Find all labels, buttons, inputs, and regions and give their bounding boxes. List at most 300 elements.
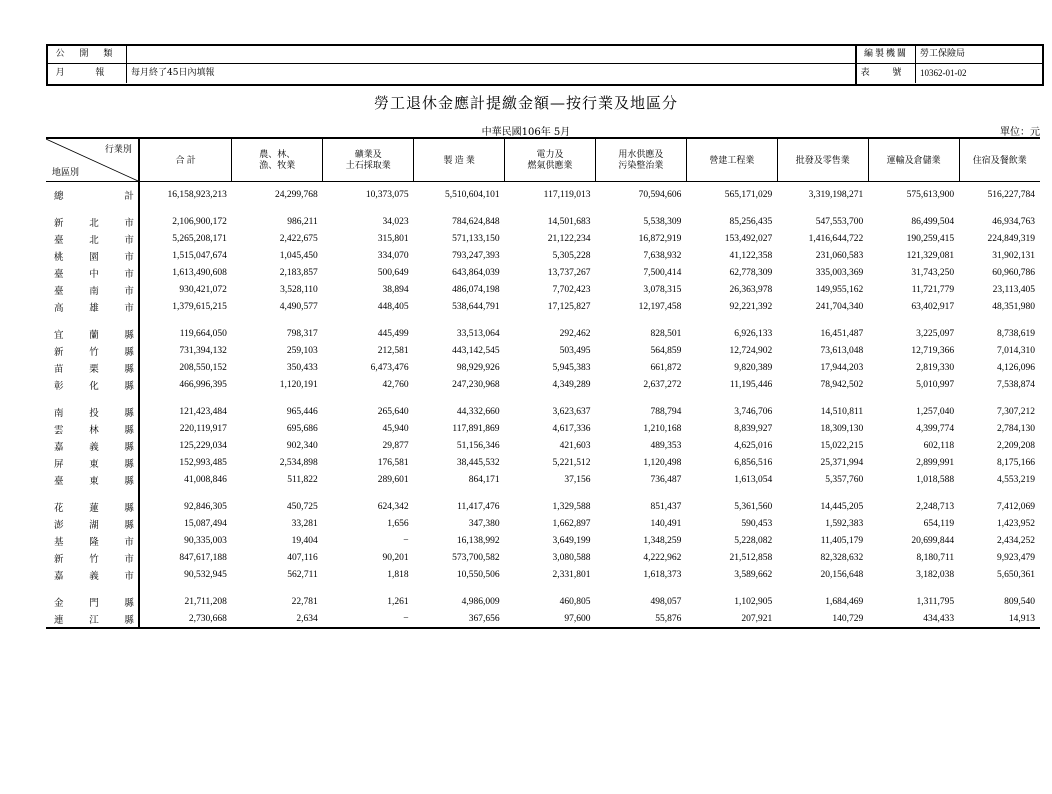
value-cell: 70,594,606 bbox=[638, 189, 682, 200]
value-cell: 14,501,683 bbox=[547, 216, 591, 227]
value-cell: 33,281 bbox=[291, 518, 318, 529]
value-cell: 2,637,272 bbox=[643, 379, 682, 390]
region-cell bbox=[46, 342, 139, 359]
region-cell bbox=[46, 281, 139, 298]
value-cell: 26,363,978 bbox=[729, 284, 773, 295]
value-cell: 63,402,917 bbox=[911, 301, 955, 312]
value-cell: 21,512,858 bbox=[729, 552, 773, 563]
spacer-cell bbox=[868, 583, 959, 593]
value-cell: 121,329,081 bbox=[906, 250, 955, 261]
value-cell: 847,617,188 bbox=[179, 552, 227, 563]
report-date: 中華民國106年 5月 bbox=[481, 127, 571, 138]
value-cell: 5,945,383 bbox=[552, 362, 591, 373]
value-cell: 538,644,791 bbox=[452, 301, 500, 312]
value-cell: 8,839,927 bbox=[734, 423, 773, 434]
spacer-cell bbox=[139, 583, 232, 593]
table-row bbox=[46, 186, 1040, 203]
region-label: 基 隆 市 bbox=[54, 537, 134, 548]
value-cell: 14,510,811 bbox=[820, 406, 864, 417]
value-cell: 350,433 bbox=[286, 362, 318, 373]
value-cell: 315,801 bbox=[377, 233, 409, 244]
value-cell: 5,361,560 bbox=[734, 501, 773, 512]
value-cell: 12,724,902 bbox=[729, 345, 773, 356]
table-row bbox=[46, 566, 1040, 583]
spacer-cell bbox=[505, 488, 596, 498]
value-cell: 3,080,588 bbox=[552, 552, 591, 563]
value-cell: 9,923,479 bbox=[997, 552, 1035, 563]
public-label: 公 開 類 bbox=[48, 46, 127, 63]
region-label: 雲 林 縣 bbox=[54, 425, 134, 436]
data-table bbox=[46, 137, 1040, 629]
value-cell: 3,623,637 bbox=[552, 406, 591, 417]
spacer-cell bbox=[505, 315, 596, 325]
value-cell: 2,899,991 bbox=[916, 457, 955, 468]
spacer-cell bbox=[595, 583, 686, 593]
spacer-cell bbox=[868, 393, 959, 403]
column-header: 營建工程業 bbox=[686, 138, 777, 182]
region-cell bbox=[46, 498, 139, 515]
value-cell: 448,405 bbox=[377, 301, 409, 312]
value-cell: 788,794 bbox=[650, 406, 682, 417]
table-row bbox=[46, 325, 1040, 342]
spacer-cell bbox=[139, 488, 232, 498]
value-cell: 44,332,660 bbox=[456, 406, 500, 417]
value-cell: 7,014,310 bbox=[997, 345, 1035, 356]
value-cell: 489,353 bbox=[650, 440, 682, 451]
value-cell: 562,711 bbox=[287, 569, 318, 580]
region-label: 嘉 義 市 bbox=[54, 571, 134, 582]
value-cell: − bbox=[403, 535, 409, 546]
spacer-cell bbox=[232, 203, 323, 213]
region-label: 臺 北 市 bbox=[54, 235, 134, 246]
value-cell: 1,102,905 bbox=[734, 596, 773, 607]
value-cell: 731,394,132 bbox=[179, 345, 227, 356]
region-cell bbox=[46, 230, 139, 247]
value-cell: 1,257,040 bbox=[916, 406, 955, 417]
spacer-cell bbox=[414, 315, 505, 325]
group-spacer bbox=[46, 583, 1040, 593]
value-cell: 190,259,415 bbox=[906, 233, 955, 244]
value-cell: 902,340 bbox=[286, 440, 318, 451]
value-cell: 231,060,583 bbox=[815, 250, 864, 261]
value-cell: 42,760 bbox=[382, 379, 409, 390]
region-cell bbox=[46, 532, 139, 549]
value-cell: 15,022,215 bbox=[820, 440, 864, 451]
value-cell: 21,711,208 bbox=[184, 596, 227, 607]
value-cell: 1,379,615,215 bbox=[172, 301, 227, 312]
value-cell: 41,122,358 bbox=[729, 250, 773, 261]
value-cell: 1,045,450 bbox=[279, 250, 318, 261]
table-row bbox=[46, 213, 1040, 230]
region-cell bbox=[46, 420, 139, 437]
value-cell: 45,940 bbox=[382, 423, 409, 434]
region-cell bbox=[46, 593, 139, 610]
value-cell: 9,820,389 bbox=[734, 362, 773, 373]
value-cell: 1,120,191 bbox=[279, 379, 318, 390]
value-cell: 140,729 bbox=[777, 610, 868, 628]
value-cell: 34,023 bbox=[382, 216, 409, 227]
value-cell: 6,856,516 bbox=[734, 457, 773, 468]
spacer-cell bbox=[414, 488, 505, 498]
region-label: 桃 園 市 bbox=[54, 252, 134, 263]
spacer-cell bbox=[46, 488, 139, 498]
value-cell: 6,926,133 bbox=[734, 328, 773, 339]
value-cell: 7,412,069 bbox=[997, 501, 1035, 512]
region-cell bbox=[46, 247, 139, 264]
value-cell: 4,399,774 bbox=[916, 423, 955, 434]
table-row bbox=[46, 403, 1040, 420]
value-cell: 2,730,668 bbox=[139, 610, 232, 628]
value-cell: 29,877 bbox=[382, 440, 409, 451]
spacer-cell bbox=[959, 315, 1040, 325]
form-label: 表 號 bbox=[857, 64, 916, 83]
value-cell: 31,743,250 bbox=[911, 267, 955, 278]
column-header: 電力及 燃氣供應業 bbox=[505, 138, 596, 182]
value-cell: 571,133,150 bbox=[452, 233, 500, 244]
value-cell: 86,499,504 bbox=[911, 216, 955, 227]
agency-label: 編製機關 bbox=[857, 46, 916, 63]
value-cell: 573,700,582 bbox=[452, 552, 500, 563]
data-table-wrapper bbox=[46, 137, 1040, 629]
value-cell: 92,846,305 bbox=[184, 501, 227, 512]
value-cell: 4,986,009 bbox=[461, 596, 500, 607]
table-row bbox=[46, 264, 1040, 281]
spacer-cell bbox=[595, 203, 686, 213]
value-cell: 25,371,994 bbox=[820, 457, 864, 468]
spacer-cell bbox=[323, 488, 414, 498]
value-cell: 1,311,795 bbox=[916, 596, 955, 607]
value-cell: 90,532,945 bbox=[184, 569, 227, 580]
value-cell: 37,156 bbox=[564, 474, 591, 485]
value-cell: 19,404 bbox=[291, 535, 318, 546]
value-cell: 33,513,064 bbox=[456, 328, 500, 339]
region-label: 金 門 縣 bbox=[54, 598, 134, 609]
spacer-cell bbox=[505, 393, 596, 403]
value-cell: 4,490,577 bbox=[279, 301, 318, 312]
group-spacer bbox=[46, 488, 1040, 498]
value-cell: 153,492,027 bbox=[724, 233, 773, 244]
value-cell: 565,171,029 bbox=[724, 189, 773, 200]
value-cell: 2,634 bbox=[232, 610, 323, 628]
value-cell: 498,057 bbox=[650, 596, 682, 607]
value-cell: 119,664,050 bbox=[179, 328, 227, 339]
value-cell: 5,228,082 bbox=[734, 535, 773, 546]
region-label: 澎 湖 縣 bbox=[54, 520, 134, 531]
spacer-cell bbox=[959, 393, 1040, 403]
value-cell: 3,746,706 bbox=[734, 406, 773, 417]
region-label: 高 雄 市 bbox=[54, 303, 134, 314]
spacer-cell bbox=[868, 315, 959, 325]
region-cell bbox=[46, 298, 139, 315]
value-cell: 4,625,016 bbox=[734, 440, 773, 451]
value-cell: 208,550,152 bbox=[179, 362, 227, 373]
value-cell: 10,373,075 bbox=[365, 189, 409, 200]
region-label: 連 江 縣 bbox=[54, 615, 134, 626]
value-cell: 421,603 bbox=[559, 440, 591, 451]
value-cell: 38,894 bbox=[382, 284, 409, 295]
spacer-cell bbox=[777, 583, 868, 593]
region-label: 嘉 義 縣 bbox=[54, 442, 134, 453]
value-cell: 90,335,003 bbox=[184, 535, 227, 546]
spacer-cell bbox=[323, 203, 414, 213]
region-cell bbox=[46, 376, 139, 393]
value-cell: 152,993,485 bbox=[179, 457, 227, 468]
value-cell: 5,357,760 bbox=[825, 474, 864, 485]
region-label: 新 竹 市 bbox=[54, 554, 134, 565]
period-note: 每月終了45日內填報 bbox=[131, 68, 215, 78]
spacer-cell bbox=[959, 488, 1040, 498]
value-cell: 5,221,512 bbox=[552, 457, 591, 468]
spacer-cell bbox=[777, 393, 868, 403]
table-row bbox=[46, 230, 1040, 247]
value-cell: 18,309,130 bbox=[820, 423, 864, 434]
value-cell: 1,515,047,674 bbox=[172, 250, 227, 261]
value-cell: 8,175,166 bbox=[997, 457, 1035, 468]
value-cell: − bbox=[323, 610, 414, 628]
value-cell: 5,650,361 bbox=[997, 569, 1035, 580]
value-cell: 809,540 bbox=[1004, 596, 1035, 607]
value-cell: 23,113,405 bbox=[992, 284, 1035, 295]
value-cell: 4,126,096 bbox=[997, 362, 1035, 373]
corner-cell bbox=[46, 138, 139, 182]
table-row bbox=[46, 471, 1040, 488]
region-label: 臺 中 市 bbox=[54, 269, 134, 280]
spacer-cell bbox=[686, 488, 777, 498]
value-cell: 14,913 bbox=[959, 610, 1040, 628]
spacer-cell bbox=[595, 315, 686, 325]
region-cell bbox=[46, 403, 139, 420]
value-cell: 460,805 bbox=[559, 596, 591, 607]
value-cell: 5,538,309 bbox=[643, 216, 682, 227]
value-cell: 117,119,013 bbox=[543, 189, 591, 200]
value-cell: 654,119 bbox=[923, 518, 955, 529]
value-cell: 12,197,458 bbox=[638, 301, 682, 312]
value-cell: 1,329,588 bbox=[552, 501, 591, 512]
column-header: 運輸及倉儲業 bbox=[868, 138, 959, 182]
region-label: 屏 東 縣 bbox=[54, 459, 134, 470]
spacer-cell bbox=[139, 393, 232, 403]
value-cell: 220,119,917 bbox=[179, 423, 227, 434]
value-cell: 78,942,502 bbox=[820, 379, 864, 390]
value-cell: 450,725 bbox=[286, 501, 318, 512]
value-cell: 4,553,219 bbox=[997, 474, 1035, 485]
value-cell: 736,487 bbox=[650, 474, 682, 485]
spacer-cell bbox=[686, 393, 777, 403]
value-cell: 20,156,648 bbox=[820, 569, 864, 580]
spacer-cell bbox=[414, 583, 505, 593]
value-cell: 15,087,494 bbox=[184, 518, 227, 529]
value-cell: 207,921 bbox=[686, 610, 777, 628]
value-cell: 1,656 bbox=[387, 518, 409, 529]
region-cell bbox=[46, 359, 139, 376]
value-cell: 1,120,498 bbox=[643, 457, 682, 468]
spacer-cell bbox=[414, 203, 505, 213]
value-cell: 1,348,259 bbox=[643, 535, 682, 546]
region-cell bbox=[46, 186, 139, 203]
value-cell: 624,342 bbox=[377, 501, 409, 512]
value-cell: 1,662,897 bbox=[552, 518, 591, 529]
table-row bbox=[46, 610, 1040, 628]
value-cell: 289,601 bbox=[377, 474, 409, 485]
value-cell: 5,010,997 bbox=[916, 379, 955, 390]
value-cell: 7,538,874 bbox=[997, 379, 1035, 390]
spacer-cell bbox=[323, 315, 414, 325]
value-cell: 367,656 bbox=[414, 610, 505, 628]
value-cell: 7,702,423 bbox=[552, 284, 591, 295]
page-title: 勞工退休金應計提繳金額—按行業及地區分 bbox=[373, 94, 678, 112]
value-cell: 2,183,857 bbox=[279, 267, 318, 278]
table-row bbox=[46, 420, 1040, 437]
region-cell bbox=[46, 454, 139, 471]
column-header: 用水供應及 污染整治業 bbox=[595, 138, 686, 182]
value-cell: 12,719,366 bbox=[911, 345, 955, 356]
spacer-cell bbox=[777, 488, 868, 498]
value-cell: 241,704,340 bbox=[815, 301, 864, 312]
value-cell: 60,960,786 bbox=[992, 267, 1035, 278]
value-cell: 8,180,711 bbox=[916, 552, 955, 563]
value-cell: 16,138,992 bbox=[456, 535, 500, 546]
value-cell: 97,600 bbox=[505, 610, 596, 628]
value-cell: 1,613,054 bbox=[734, 474, 773, 485]
value-cell: 2,434,252 bbox=[997, 535, 1035, 546]
region-label: 苗 栗 縣 bbox=[54, 364, 134, 375]
value-cell: 828,501 bbox=[650, 328, 682, 339]
value-cell: 3,225,097 bbox=[916, 328, 955, 339]
region-cell bbox=[46, 610, 139, 628]
value-cell: 407,116 bbox=[287, 552, 318, 563]
region-label: 彰 化 縣 bbox=[54, 381, 134, 392]
spacer-cell bbox=[232, 315, 323, 325]
value-cell: 31,902,131 bbox=[992, 250, 1035, 261]
spacer-cell bbox=[777, 203, 868, 213]
spacer-cell bbox=[505, 583, 596, 593]
value-cell: 1,210,168 bbox=[643, 423, 682, 434]
table-row bbox=[46, 498, 1040, 515]
value-cell: 798,317 bbox=[286, 328, 318, 339]
value-cell: 1,592,383 bbox=[825, 518, 864, 529]
spacer-cell bbox=[46, 393, 139, 403]
value-cell: 90,201 bbox=[382, 552, 409, 563]
table-row bbox=[46, 549, 1040, 566]
value-cell: 11,721,779 bbox=[911, 284, 955, 295]
spacer-cell bbox=[868, 488, 959, 498]
value-cell: 4,222,962 bbox=[643, 552, 682, 563]
header-left-box bbox=[46, 44, 857, 86]
value-cell: 11,195,446 bbox=[729, 379, 773, 390]
table-row bbox=[46, 515, 1040, 532]
spacer-cell bbox=[414, 393, 505, 403]
spacer-cell bbox=[46, 583, 139, 593]
value-cell: 643,864,039 bbox=[452, 267, 500, 278]
value-cell: 6,473,476 bbox=[370, 362, 409, 373]
table-body bbox=[46, 182, 1040, 629]
value-cell: 2,209,208 bbox=[997, 440, 1035, 451]
spacer-cell bbox=[595, 488, 686, 498]
value-cell: 98,929,926 bbox=[456, 362, 500, 373]
spacer-cell bbox=[232, 393, 323, 403]
value-cell: 864,171 bbox=[468, 474, 500, 485]
column-header: 批發及零售業 bbox=[777, 138, 868, 182]
value-cell: 51,156,346 bbox=[456, 440, 500, 451]
header-row bbox=[46, 138, 1040, 182]
value-cell: 259,103 bbox=[286, 345, 318, 356]
value-cell: 784,624,848 bbox=[452, 216, 500, 227]
value-cell: 590,453 bbox=[741, 518, 773, 529]
group-spacer bbox=[46, 203, 1040, 213]
spacer-cell bbox=[686, 583, 777, 593]
corner-industry: 行業別 bbox=[104, 144, 132, 154]
value-cell: 224,849,319 bbox=[987, 233, 1035, 244]
value-cell: 3,078,315 bbox=[643, 284, 682, 295]
region-label: 花 蓮 縣 bbox=[54, 503, 134, 514]
value-cell: 851,437 bbox=[650, 501, 682, 512]
value-cell: 7,500,414 bbox=[643, 267, 682, 278]
region-label: 宜 蘭 縣 bbox=[54, 330, 134, 341]
value-cell: 547,553,700 bbox=[815, 216, 864, 227]
region-cell bbox=[46, 549, 139, 566]
value-cell: 13,737,267 bbox=[547, 267, 591, 278]
value-cell: 575,613,900 bbox=[906, 189, 955, 200]
value-cell: 335,003,369 bbox=[815, 267, 864, 278]
table-row bbox=[46, 454, 1040, 471]
value-cell: 1,613,490,608 bbox=[172, 267, 227, 278]
value-cell: 3,649,199 bbox=[552, 535, 591, 546]
value-cell: 516,227,784 bbox=[987, 189, 1035, 200]
value-cell: 443,142,545 bbox=[452, 345, 500, 356]
value-cell: 14,445,205 bbox=[820, 501, 864, 512]
region-label: 南 投 縣 bbox=[54, 408, 134, 419]
value-cell: 434,433 bbox=[868, 610, 959, 628]
value-cell: 7,638,932 bbox=[643, 250, 682, 261]
value-cell: 55,876 bbox=[595, 610, 686, 628]
value-cell: 265,640 bbox=[377, 406, 409, 417]
spacer-cell bbox=[323, 393, 414, 403]
group-spacer bbox=[46, 315, 1040, 325]
value-cell: 22,781 bbox=[291, 596, 318, 607]
spacer-cell bbox=[323, 583, 414, 593]
value-cell: 149,955,162 bbox=[815, 284, 864, 295]
value-cell: 140,491 bbox=[650, 518, 682, 529]
value-cell: 445,499 bbox=[377, 328, 409, 339]
value-cell: 1,618,373 bbox=[643, 569, 682, 580]
table-row bbox=[46, 593, 1040, 610]
value-cell: 11,417,476 bbox=[457, 501, 500, 512]
table-row bbox=[46, 437, 1040, 454]
value-cell: 5,305,228 bbox=[552, 250, 591, 261]
region-label: 新 北 市 bbox=[54, 218, 134, 229]
unit-label: 單位：元 bbox=[1000, 127, 1040, 138]
spacer-cell bbox=[139, 203, 232, 213]
region-label: 臺 南 市 bbox=[54, 286, 134, 297]
value-cell: 212,581 bbox=[377, 345, 409, 356]
value-cell: 46,934,763 bbox=[992, 216, 1035, 227]
region-cell bbox=[46, 471, 139, 488]
table-row bbox=[46, 376, 1040, 393]
value-cell: 82,328,632 bbox=[820, 552, 864, 563]
value-cell: 1,261 bbox=[387, 596, 409, 607]
spacer-cell bbox=[232, 583, 323, 593]
spacer-cell bbox=[868, 203, 959, 213]
value-cell: 20,699,844 bbox=[911, 535, 955, 546]
value-cell: 121,423,484 bbox=[179, 406, 227, 417]
group-spacer bbox=[46, 393, 1040, 403]
value-cell: 2,534,898 bbox=[279, 457, 318, 468]
spacer-cell bbox=[232, 488, 323, 498]
spacer-cell bbox=[686, 203, 777, 213]
value-cell: 2,784,130 bbox=[997, 423, 1035, 434]
spacer-cell bbox=[959, 583, 1040, 593]
value-cell: 2,248,713 bbox=[916, 501, 955, 512]
